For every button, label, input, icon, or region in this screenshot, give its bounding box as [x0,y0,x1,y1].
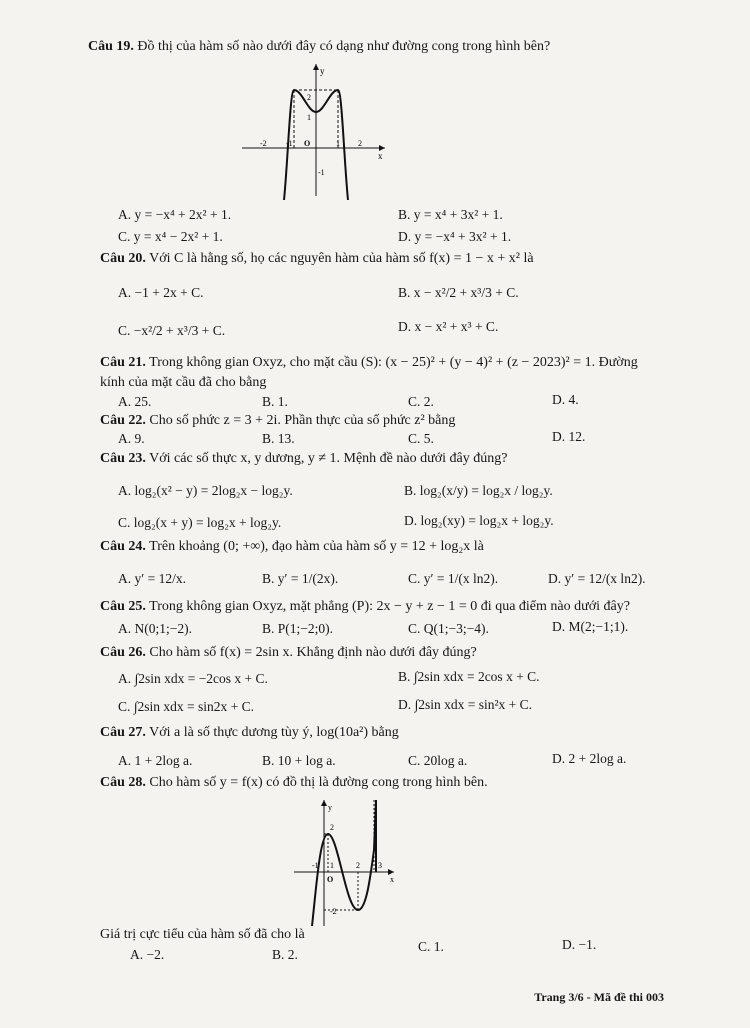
option-a[interactable]: A. −2. [130,947,165,962]
question-number: Câu 20. [100,251,146,266]
option-d[interactable]: D. log₂(xy) = log₂x + log₂y. [404,513,554,528]
graph-label-1: 1 [330,861,334,870]
question-number: Câu 27. [100,725,146,740]
question-20 [100,250,534,268]
graph-label-neg1: -1 [312,861,319,870]
option-d[interactable]: D. −1. [562,937,597,952]
page-footer: Trang 3/6 - Mã đề thi 003 [534,990,664,1004]
graph-label-y: y [320,66,325,76]
question-text: Với C là hằng số, họ các nguyên hàm của hàm số f(x) = 1 − x + x² là [149,251,534,266]
option-b[interactable]: B. log₂(x/y) = log₂x / log₂y. [404,483,553,498]
graph-label-2: 2 [307,93,311,102]
question-text: Với a là số thực dương tùy ý, log(10a²) bằng [149,725,399,740]
graph-label-2-y: 2 [330,823,334,832]
question-21-continued: kính của mặt cầu đã cho bằng [100,375,267,390]
question-22 [100,412,455,430]
question-number: Câu 25. [100,599,146,614]
option-b[interactable]: B. x − x²/2 + x³/3 + C. [398,285,519,300]
question-number: Câu 26. [100,645,146,660]
question-text: Trong không gian Oxyz, mặt phẳng (P): 2x − y + z − 1 = 0 đi qua điểm nào dưới đây? [149,599,630,614]
graph-label-neg2: -2 [330,907,337,916]
option-c[interactable]: C. 1. [418,939,444,954]
question-25 [100,598,630,616]
option-a[interactable]: A. −1 + 2x + C. [118,285,204,300]
graph-label-2: 2 [356,861,360,870]
option-b[interactable]: B. 2. [272,947,298,962]
q19-graph [240,60,390,200]
option-c[interactable]: C. ∫2sin xdx = sin2x + C. [118,699,254,714]
question-21 [100,354,638,372]
graph-label-1: 1 [307,113,311,122]
question-28 [100,774,488,792]
option-c[interactable]: C. 5. [408,431,434,446]
graph-label-neg1: -1 [286,139,293,148]
graph-label-x: x [378,151,383,161]
graph-label-neg2: -2 [260,139,267,148]
graph-label-origin: O [327,875,334,884]
graph-label-origin: O [304,139,311,148]
question-number: Câu 21. [100,355,146,370]
question-text: Cho hàm số f(x) = 2sin x. Khẳng định nào dưới đây đúng? [149,645,477,660]
option-a[interactable]: A. log₂(x² − y) = 2log₂x − log₂y. [118,483,293,498]
option-c[interactable]: C. y = x⁴ − 2x² + 1. [118,229,223,244]
option-c[interactable]: C. 20log a. [408,753,468,768]
option-c[interactable]: C. −x²/2 + x³/3 + C. [118,323,226,338]
graph-label-3: 3 [378,861,382,870]
option-a[interactable]: A. N(0;1;−2). [118,621,192,636]
q28-graph [294,800,404,928]
option-d[interactable]: D. y = −x⁴ + 3x² + 1. [398,229,512,244]
option-a[interactable]: A. 25. [118,394,152,409]
option-b[interactable]: B. P(1;−2;0). [262,621,333,636]
question-19 [88,38,550,56]
option-d[interactable]: D. M(2;−1;1). [552,619,629,634]
question-text: Với các số thực x, y dương, y ≠ 1. Mệnh đề nào dưới đây đúng? [149,451,508,466]
option-a[interactable]: A. ∫2sin xdx = −2cos x + C. [118,671,268,686]
option-b[interactable]: B. y = x⁴ + 3x² + 1. [398,207,503,222]
graph-label-y: y [328,803,332,812]
option-d[interactable]: D. y′ = 12/(x ln2). [548,571,646,586]
option-b[interactable]: B. 13. [262,431,295,446]
option-d[interactable]: D. x − x² + x³ + C. [398,319,499,334]
option-d[interactable]: D. 2 + 2log a. [552,751,627,766]
question-27 [100,724,399,742]
question-28-continued: Giá trị cực tiểu của hàm số đã cho là [100,927,305,942]
option-a[interactable]: A. 9. [118,431,145,446]
question-23 [100,450,507,468]
option-a[interactable]: A. 1 + 2log a. [118,753,193,768]
question-number: Câu 24. [100,539,146,554]
option-d[interactable]: D. 12. [552,429,586,444]
question-number: Câu 22. [100,413,146,428]
option-b[interactable]: B. y′ = 1/(2x). [262,571,339,586]
option-c[interactable]: C. y′ = 1/(x ln2). [408,571,499,586]
option-b[interactable]: B. 1. [262,394,288,409]
option-c[interactable]: C. 2. [408,394,434,409]
option-d[interactable]: D. ∫2sin xdx = sin²x + C. [398,697,532,712]
option-d[interactable]: D. 4. [552,392,579,407]
option-b[interactable]: B. ∫2sin xdx = 2cos x + C. [398,669,540,684]
option-a[interactable]: A. y′ = 12/x. [118,571,186,586]
question-number: Câu 23. [100,451,146,466]
option-b[interactable]: B. 10 + log a. [262,753,336,768]
option-a[interactable]: A. y = −x⁴ + 2x² + 1. [118,207,232,222]
option-c[interactable]: C. Q(1;−3;−4). [408,621,489,636]
graph-label-pos1: 1 [336,139,340,148]
question-text: Cho hàm số y = f(x) có đồ thị là đường cong trong hình bên. [149,775,488,790]
question-24 [100,538,484,556]
question-number: Câu 28. [100,775,146,790]
question-text: Cho số phức z = 3 + 2i. Phần thực của số phức z² bằng [149,413,456,428]
option-c[interactable]: C. log₂(x + y) = log₂x + log₂y. [118,515,282,530]
question-number: Câu 19. [88,39,134,54]
question-text: Trên khoảng (0; +∞), đạo hàm của hàm số y = 12 + log₂x là [149,539,484,554]
question-text: Đồ thị của hàm số nào dưới đây có dạng như đường cong trong hình bên? [137,39,551,54]
graph-label-x: x [390,875,394,884]
question-text: Trong không gian Oxyz, cho mặt cầu (S): (x − 25)² + (y − 4)² + (z − 2023)² = 1. Đường [149,355,638,370]
graph-label-pos2: 2 [358,139,362,148]
graph-label-neg1-y: -1 [318,168,325,177]
question-26 [100,644,477,662]
